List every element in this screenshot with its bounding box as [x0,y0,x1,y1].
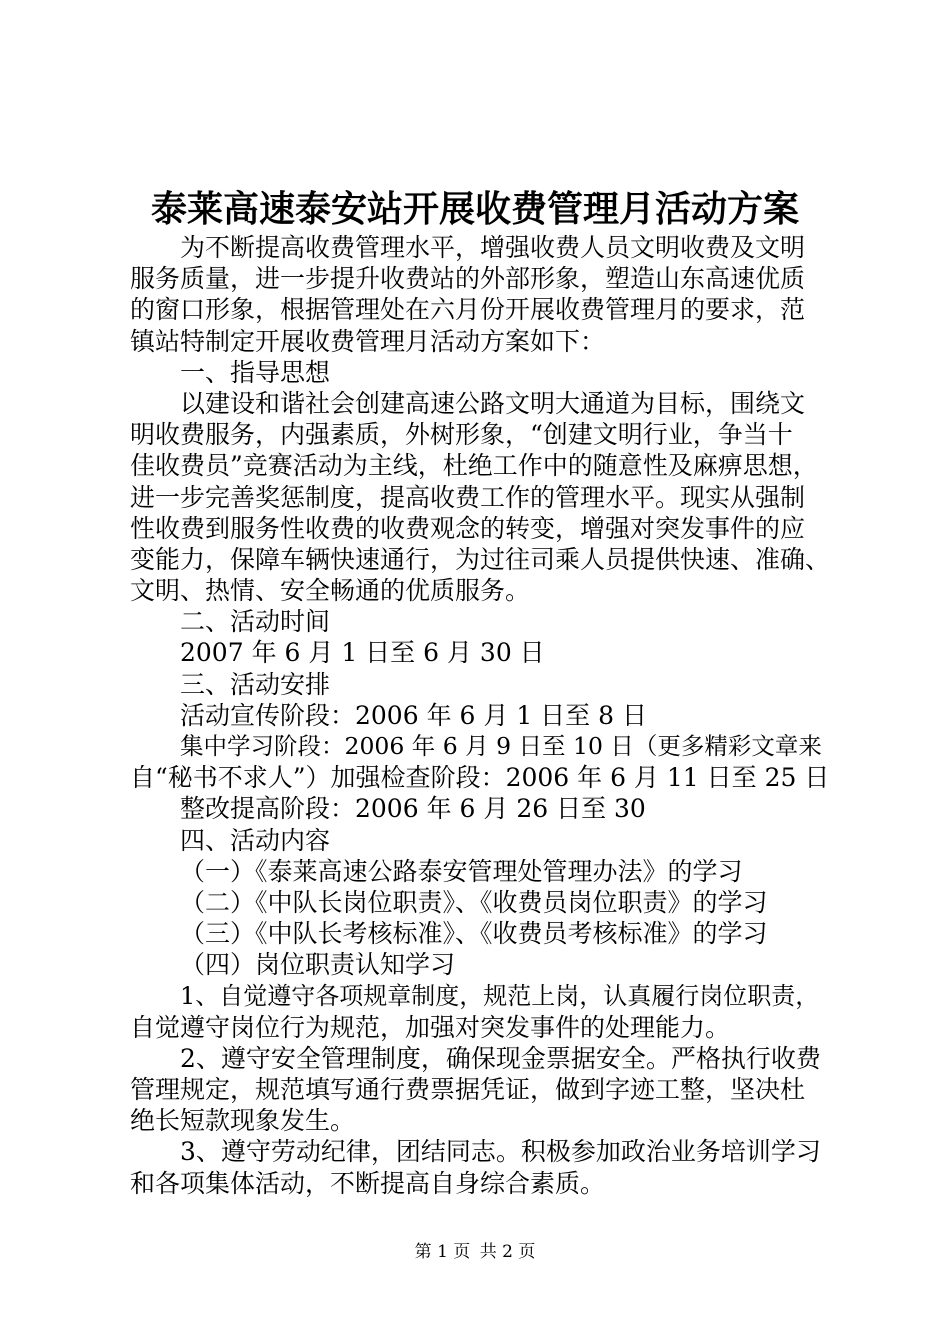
paragraph-line: 文明、热情、安全畅通的优质服务。 [130,576,531,606]
page-total: 共 2 页 [479,1242,536,1262]
paragraph-line: 进一步完善奖惩制度，提高收费工作的管理水平。现实从强制 [130,482,806,512]
paragraph-line: 为不断提高收费管理水平，增强收费人员文明收费及文明 [180,233,806,262]
document-title: 泰莱高速泰安站开展收费管理月活动方案 [150,188,799,230]
document-body [130,232,830,1199]
paragraph-line: 1、自觉遵守各项规章制度，规范上岗，认真履行岗位职责， [180,981,820,1010]
page-footer [0,1240,950,1264]
paragraph-line: 绝长短款现象发生。 [130,1106,356,1136]
paragraph-line: 三、活动安排 [180,669,331,699]
paragraph-line: 自“秘书不求人”）加强检查阶段：2006 年 6 月 11 日至 25 日 [130,763,830,793]
paragraph-line: 四、活动内容 [180,825,331,855]
paragraph-line: 自觉遵守岗位行为规范，加强对突发事件的处理能力。 [130,1012,731,1042]
paragraph-line: 集中学习阶段：2006 年 6 月 9 日至 10 日（更多精彩文章来 [180,732,822,760]
paragraph-line: （一）《泰莱高速公路泰安管理处管理办法》的学习 [180,856,743,886]
paragraph-line: 佳收费员”竞赛活动为主线，杜绝工作中的随意性及麻痹思想， [130,451,818,481]
paragraph-line: 性收费到服务性收费的收费观念的转变，增强对突发事件的应 [130,513,806,543]
paragraph-line: 服务质量，进一步提升收费站的外部形象，塑造山东高速优质 [130,264,806,294]
paragraph-line: 明收费服务，内强素质，外树形象，“创建文明行业，争当十 [130,420,793,450]
paragraph-line: 二、活动时间 [180,607,331,637]
paragraph-line: 的窗口形象，根据管理处在六月份开展收费管理月的要求，范 [130,295,806,325]
paragraph-line: 镇站特制定开展收费管理月活动方案如下： [130,326,606,356]
paragraph-line: 3、遵守劳动纪律，团结同志。积极参加政治业务培训学习 [180,1137,821,1167]
paragraph-line: 活动宣传阶段：2006 年 6 月 1 日至 8 日 [180,700,647,730]
paragraph-line: 和各项集体活动，不断提高自身综合素质。 [130,1168,606,1198]
page-number: 第 1 页 [414,1242,471,1262]
paragraph-line: 以建设和谐社会创建高速公路文明大通道为目标，围绕文 [180,388,806,418]
paragraph-line: （三）《中队长考核标准》、《收费员考核标准》的学习 [180,919,768,949]
paragraph-line: 变能力，保障车辆快速通行，为过往司乘人员提供快速、准确、 [130,544,831,574]
paragraph-line: 2、遵守安全管理制度，确保现金票据安全。严格执行收费 [180,1043,821,1073]
paragraph-line: 整改提高阶段：2006 年 6 月 26 日至 30 [180,794,646,824]
paragraph-line: （四）岗位职责认知学习 [180,950,456,980]
paragraph-line: 2007 年 6 月 1 日至 6 月 30 日 [180,638,545,668]
paragraph-line: 一、指导思想 [180,357,331,387]
paragraph-line: 管理规定，规范填写通行费票据凭证，做到字迹工整，坚决杜 [130,1075,806,1105]
paragraph-line: （二）《中队长岗位职责》、《收费员岗位职责》的学习 [180,887,768,917]
